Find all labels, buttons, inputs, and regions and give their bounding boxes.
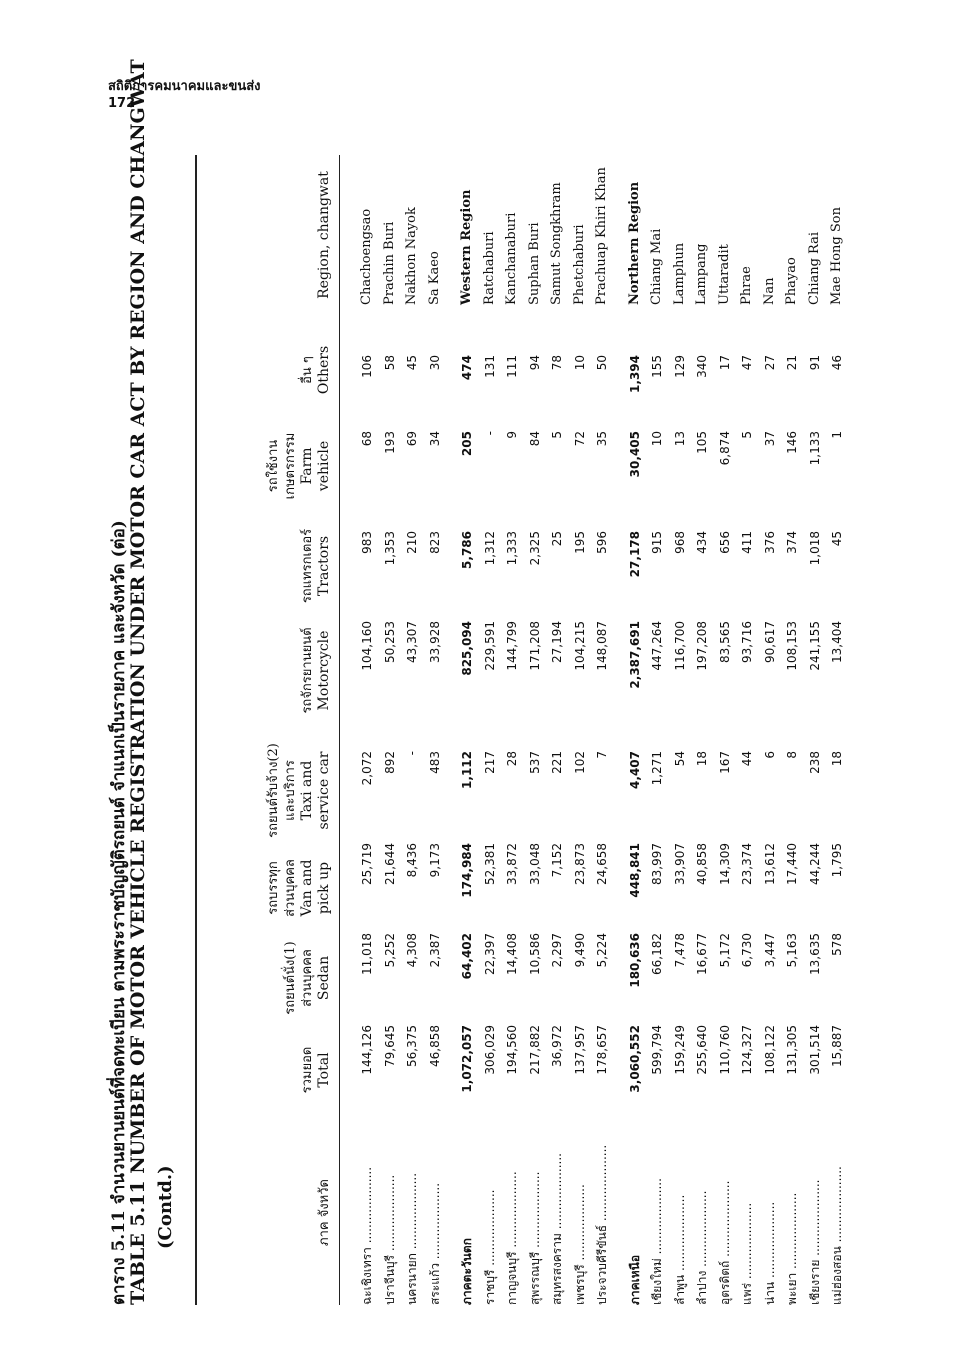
cell-van: 17,440	[785, 843, 799, 885]
cell-moto: 197,208	[695, 621, 709, 671]
row-name-english: Chiang Mai	[649, 228, 664, 305]
cell-tractor: 1,333	[505, 531, 519, 566]
cell-total: 110,760	[717, 1025, 732, 1075]
cell-moto: 148,087	[595, 621, 609, 671]
cell-tractor: 915	[650, 531, 664, 554]
cell-van: 448,841	[627, 843, 642, 898]
cell-tractor: 374	[785, 531, 799, 554]
cell-sedan: 5,163	[785, 933, 799, 968]
col-header-text: ส่วนบุคคล	[283, 859, 298, 917]
row-name-thai: อุตรดิตถ์ ....................	[717, 1180, 732, 1305]
cell-moto: 447,264	[650, 621, 664, 671]
cell-taxi: 537	[527, 751, 542, 774]
cell-sedan: 11,018	[360, 933, 374, 975]
cell-total: 1,072,057	[460, 1025, 474, 1093]
col-header-text: รถบรรทุก	[266, 861, 281, 915]
row-name-thai: กาญจนบุรี ....................	[505, 1171, 519, 1305]
col-header-text: Sedan	[316, 955, 332, 1001]
cell-others: 47	[740, 355, 754, 371]
table-row	[380, 155, 400, 1305]
col-header-text: รถแทรกเตอร์	[300, 528, 315, 604]
cell-van: 7,152	[550, 843, 564, 878]
cell-sedan: 13,635	[807, 933, 822, 975]
cell-taxi: 6	[762, 751, 777, 759]
cell-taxi: 102	[572, 751, 587, 774]
col-header-text: Tractors	[316, 535, 332, 597]
col-header-sedan	[205, 933, 333, 1023]
header-bottom-rule	[339, 155, 340, 1305]
cell-total: 36,972	[550, 1025, 564, 1067]
col-header-text: เกษตรกรรม	[283, 432, 298, 500]
cell-tractor: 2,325	[527, 531, 542, 566]
cell-moto: 50,253	[382, 621, 397, 663]
cell-sedan: 5,224	[595, 933, 609, 968]
table-row	[357, 155, 377, 1305]
cell-farm: 9	[505, 431, 519, 439]
cell-tractor: 27,178	[627, 531, 642, 578]
cell-others: 155	[650, 355, 664, 378]
row-name-thai: พะเยา ....................	[785, 1192, 799, 1305]
cell-tractor: 210	[405, 531, 419, 554]
table-row	[570, 155, 590, 1305]
cell-tractor: 411	[740, 531, 754, 554]
col-header-text: Van and	[299, 859, 315, 917]
cell-taxi: 1,271	[650, 751, 664, 786]
col-header-others	[205, 325, 333, 415]
row-name-english: Samut Songkhram	[549, 182, 564, 305]
row-name-thai: เชียงใหม่ ....................	[650, 1178, 664, 1305]
row-name-thai: แพร่ ....................	[740, 1202, 754, 1305]
table-row	[782, 155, 802, 1305]
table-row	[827, 155, 847, 1305]
row-name-thai: ภาคเหนือ	[627, 1254, 642, 1305]
cell-sedan: 10,586	[527, 933, 542, 975]
cell-taxi: 892	[382, 751, 397, 774]
cell-moto: 104,215	[572, 621, 587, 671]
cell-tractor: 1,312	[482, 531, 497, 566]
cell-van: 33,907	[672, 843, 687, 885]
col-header-region-th	[205, 1120, 333, 1305]
cell-moto: 171,208	[527, 621, 542, 671]
cell-farm: 72	[572, 431, 587, 447]
table-row	[425, 155, 445, 1305]
cell-tractor: 1,018	[807, 531, 822, 566]
col-header-text: รวมยอด	[300, 1046, 315, 1094]
cell-van: 25,719	[360, 843, 374, 885]
header-top-rule	[195, 155, 197, 1305]
cell-taxi: 18	[830, 751, 844, 767]
cell-sedan: 2,387	[427, 933, 442, 968]
row-name-thai: ฉะเชิงเทรา ....................	[360, 1166, 374, 1305]
row-name-english: Western Region	[459, 189, 474, 305]
cell-sedan: 578	[830, 933, 844, 956]
col-header-text: Farm	[299, 447, 315, 485]
row-name-thai: น่าน ....................	[762, 1201, 777, 1305]
cell-total: 108,122	[762, 1025, 777, 1075]
cell-total: 79,645	[382, 1025, 397, 1067]
cell-moto: 90,617	[762, 621, 777, 663]
col-header-text: service car	[316, 751, 332, 830]
cell-others: 27	[762, 355, 777, 371]
cell-total: 255,640	[695, 1025, 709, 1075]
table-row	[457, 155, 477, 1305]
cell-van: 14,309	[717, 843, 732, 885]
cell-van: 13,612	[762, 843, 777, 885]
cell-moto: 116,700	[672, 621, 687, 671]
cell-farm: 193	[382, 431, 397, 454]
row-name-thai: ราชบุรี ....................	[482, 1189, 497, 1305]
cell-farm: 68	[360, 431, 374, 447]
cell-tractor: 983	[360, 531, 374, 554]
cell-total: 137,957	[572, 1025, 587, 1075]
col-header-text: ส่วนบุคคล	[300, 949, 315, 1007]
cell-taxi: 167	[717, 751, 732, 774]
cell-taxi: 2,072	[360, 751, 374, 786]
col-header-tractors	[205, 521, 333, 611]
cell-others: 78	[550, 355, 564, 371]
row-name-thai: แม่ฮ่องสอน ....................	[830, 1166, 844, 1305]
cell-farm: 35	[595, 431, 609, 447]
cell-van: 52,381	[482, 843, 497, 885]
table-row	[592, 155, 612, 1305]
row-name-english: Uttaradit	[716, 244, 732, 305]
cell-sedan: 3,447	[762, 933, 777, 968]
cell-tractor: 376	[762, 531, 777, 554]
cell-van: 23,873	[572, 843, 587, 885]
cell-tractor: 195	[572, 531, 587, 554]
cell-moto: 2,387,691	[627, 621, 642, 689]
cell-sedan: 5,172	[717, 933, 732, 968]
col-header-motorcycle	[205, 618, 333, 723]
row-name-english: Prachin Buri	[381, 221, 397, 305]
cell-van: 33,048	[527, 843, 542, 885]
cell-others: 30	[427, 355, 442, 371]
row-name-thai: ปราจีนบุรี ....................	[382, 1174, 397, 1305]
cell-sedan: 180,636	[627, 933, 642, 988]
table-row	[402, 155, 422, 1305]
cell-tractor: 823	[427, 531, 442, 554]
cell-taxi: 217	[482, 751, 497, 774]
cell-van: 9,173	[427, 843, 442, 878]
row-name-thai: สระแก้ว ....................	[427, 1182, 442, 1305]
cell-taxi: 28	[505, 751, 519, 767]
cell-others: 474	[460, 355, 474, 381]
cell-tractor: 1,353	[382, 531, 397, 566]
cell-sedan: 64,402	[460, 933, 474, 980]
row-name-english: Phrae	[739, 266, 754, 305]
table-row	[692, 155, 712, 1305]
cell-van: 83,997	[650, 843, 664, 885]
table-row	[715, 155, 735, 1305]
table-row	[760, 155, 780, 1305]
cell-tractor: 434	[695, 531, 709, 554]
cell-sedan: 22,397	[482, 933, 497, 975]
cell-van: 1,795	[830, 843, 844, 878]
col-header-farm	[205, 421, 333, 511]
row-name-english: Suphan Buri	[526, 222, 542, 305]
publication-title: สถิติการคมนาคมและขนส่ง	[108, 79, 261, 94]
cell-tractor: 596	[595, 531, 609, 554]
cell-others: 17	[717, 355, 732, 371]
cell-van: 33,872	[505, 843, 519, 885]
cell-others: 50	[595, 355, 609, 371]
cell-tractor: 45	[830, 531, 844, 547]
col-header-text: Region, changwat	[316, 171, 332, 299]
cell-moto: 33,928	[427, 621, 442, 663]
cell-farm: 13	[672, 431, 687, 447]
cell-taxi: 44	[740, 751, 754, 767]
cell-farm: 205	[460, 431, 474, 457]
row-name-thai: สมุทรสงคราม ....................	[550, 1153, 564, 1305]
cell-sedan: 2,297	[550, 933, 564, 968]
cell-moto: 43,307	[405, 621, 419, 663]
cell-others: 131	[482, 355, 497, 378]
row-name-thai: ภาคตะวันตก	[460, 1238, 474, 1305]
cell-moto: 93,716	[740, 621, 754, 663]
row-name-english: Prachuap Khiri Khan	[594, 167, 609, 305]
cell-moto: 13,404	[830, 621, 844, 663]
cell-others: 1,394	[627, 355, 642, 393]
table-row	[480, 155, 500, 1305]
row-name-english: Mae Hong Son	[829, 207, 844, 305]
col-header-text: Others	[316, 345, 332, 395]
row-name-english: Northern Region	[626, 181, 642, 305]
table-title-english: TABLE 5.11 NUMBER OF MOTOR VEHICLE REGISTRATION UNDER MOTOR CAR ACT BY REGION AND CHANGWAT	[127, 59, 149, 1305]
cell-sedan: 5,252	[382, 933, 397, 968]
cell-total: 144,126	[360, 1025, 374, 1075]
cell-total: 56,375	[405, 1025, 419, 1067]
table-row	[647, 155, 667, 1305]
row-name-english: Kanchanaburi	[504, 212, 519, 305]
cell-sedan: 4,308	[405, 933, 419, 968]
cell-farm: 37	[762, 431, 777, 447]
col-header-text: Total	[316, 1052, 332, 1088]
cell-total: 217,882	[527, 1025, 542, 1075]
cell-taxi: 7	[595, 751, 609, 759]
cell-others: 94	[527, 355, 542, 371]
cell-van: 40,858	[695, 843, 709, 885]
cell-taxi: 1,112	[460, 751, 474, 789]
cell-others: 58	[382, 355, 397, 371]
row-name-english: Phayao	[784, 257, 799, 305]
cell-farm: 69	[405, 431, 419, 447]
col-header-text: รถยนต์นั่ง(1)	[283, 941, 298, 1015]
cell-sedan: 66,182	[650, 933, 664, 975]
table-title-contd: (Contd.)	[155, 1165, 176, 1249]
cell-farm: 5	[740, 431, 754, 439]
row-name-thai: เชียงราย ....................	[807, 1179, 822, 1305]
col-header-taxi	[205, 738, 333, 843]
cell-farm: -	[482, 431, 497, 436]
cell-total: 124,327	[740, 1025, 754, 1075]
col-header-text: vehicle	[316, 440, 332, 492]
cell-others: 46	[830, 355, 844, 371]
cell-van: 24,658	[595, 843, 609, 885]
cell-tractor: 968	[672, 531, 687, 554]
cell-van: 23,374	[740, 843, 754, 885]
cell-moto: 104,160	[360, 621, 374, 671]
row-name-english: Nan	[761, 277, 777, 305]
cell-taxi: 483	[427, 751, 442, 774]
col-header-total	[205, 1025, 333, 1115]
cell-moto: 825,094	[460, 621, 474, 676]
cell-farm: 30,405	[627, 431, 642, 478]
cell-farm: 1,133	[807, 431, 822, 466]
cell-total: 15,887	[830, 1025, 844, 1067]
row-name-thai: สุพรรณบุรี ....................	[527, 1171, 542, 1305]
cell-van: 21,644	[382, 843, 397, 885]
row-name-english: Chiang Rai	[806, 231, 822, 305]
cell-taxi: 221	[550, 751, 564, 774]
cell-total: 301,514	[807, 1025, 822, 1075]
cell-sedan: 16,677	[695, 933, 709, 975]
cell-moto: 27,194	[550, 621, 564, 663]
cell-total: 599,794	[650, 1025, 664, 1075]
row-name-thai: ลำพูน ....................	[672, 1194, 687, 1305]
table-row	[525, 155, 545, 1305]
cell-others: 21	[785, 355, 799, 371]
cell-farm: 10	[650, 431, 664, 447]
cell-others: 129	[672, 355, 687, 378]
row-name-english: Nakhon Nayok	[404, 207, 419, 305]
cell-moto: 241,155	[807, 621, 822, 671]
cell-moto: 83,565	[717, 621, 732, 663]
cell-others: 45	[405, 355, 419, 371]
table-row	[805, 155, 825, 1305]
cell-moto: 144,799	[505, 621, 519, 671]
col-header-van	[205, 843, 333, 933]
cell-tractor: 5,786	[460, 531, 474, 569]
cell-taxi: -	[405, 751, 419, 756]
row-name-english: Sa Kaeo	[426, 251, 442, 305]
cell-total: 194,560	[505, 1025, 519, 1075]
cell-farm: 84	[527, 431, 542, 447]
row-name-thai: ประจวบคีรีขันธ์ ....................	[595, 1144, 609, 1305]
cell-total: 159,249	[672, 1025, 687, 1075]
cell-total: 131,305	[785, 1025, 799, 1075]
row-name-thai: เพชรบุรี ....................	[572, 1184, 587, 1305]
table-row	[502, 155, 522, 1305]
row-name-english: Chachoengsao	[359, 208, 374, 305]
col-header-region-en	[205, 155, 333, 315]
cell-taxi: 4,407	[627, 751, 642, 789]
cell-total: 306,029	[482, 1025, 497, 1075]
cell-total: 46,858	[427, 1025, 442, 1067]
table-title-thai: ตาราง 5.11 จำนวนยานยนต์ที่จดทะเบียน ตามพระราชบัญญัติรถยนต์ จำแนกเป็นรายภาค และจังหวัด (ต่อ)	[109, 520, 129, 1305]
cell-moto: 229,591	[482, 621, 497, 671]
cell-taxi: 8	[785, 751, 799, 759]
cell-farm: 105	[695, 431, 709, 454]
cell-farm: 34	[427, 431, 442, 447]
cell-others: 340	[695, 355, 709, 378]
cell-farm: 5	[550, 431, 564, 439]
col-header-text: และบริการ	[283, 760, 298, 821]
col-header-text: Motorcycle	[316, 630, 332, 711]
cell-van: 174,984	[460, 843, 474, 898]
col-header-text: อื่น ๆ	[300, 356, 315, 384]
col-header-text: รถใช้งาน	[266, 439, 281, 493]
col-header-text: รถยนต์รับจ้าง(2)	[266, 743, 281, 838]
cell-others: 10	[572, 355, 587, 371]
cell-tractor: 25	[550, 531, 564, 547]
cell-tractor: 656	[717, 531, 732, 554]
row-name-english: Lamphun	[671, 242, 687, 305]
cell-others: 106	[360, 355, 374, 378]
table-row	[737, 155, 757, 1305]
cell-farm: 6,874	[717, 431, 732, 466]
row-name-thai: นครนายก ....................	[405, 1172, 419, 1305]
table-row	[625, 155, 645, 1305]
table-row	[670, 155, 690, 1305]
cell-others: 111	[505, 355, 519, 378]
col-header-text: รถจักรยานยนต์	[300, 627, 315, 714]
cell-taxi: 54	[672, 751, 687, 767]
col-header-text: Taxi and	[299, 760, 315, 821]
col-header-text: ภาค จังหวัด	[317, 1179, 332, 1246]
cell-total: 3,060,552	[627, 1025, 642, 1093]
cell-farm: 146	[785, 431, 799, 454]
cell-van: 8,436	[405, 843, 419, 878]
table-row	[547, 155, 567, 1305]
cell-sedan: 6,730	[740, 933, 754, 968]
cell-taxi: 238	[807, 751, 822, 774]
row-name-english: Ratchaburi	[481, 231, 497, 305]
row-name-english: Lampang	[694, 243, 709, 305]
row-name-english: Phetchaburi	[571, 224, 587, 305]
cell-total: 178,657	[595, 1025, 609, 1075]
cell-farm: 1	[830, 431, 844, 439]
cell-moto: 108,153	[785, 621, 799, 671]
page-number: 172	[108, 96, 136, 111]
cell-taxi: 18	[695, 751, 709, 767]
cell-sedan: 9,490	[572, 933, 587, 968]
cell-sedan: 14,408	[505, 933, 519, 975]
row-name-thai: ลำปาง ....................	[695, 1190, 709, 1305]
cell-sedan: 7,478	[672, 933, 687, 968]
cell-van: 44,244	[807, 843, 822, 885]
cell-others: 91	[807, 355, 822, 371]
col-header-text: pick up	[316, 861, 332, 915]
